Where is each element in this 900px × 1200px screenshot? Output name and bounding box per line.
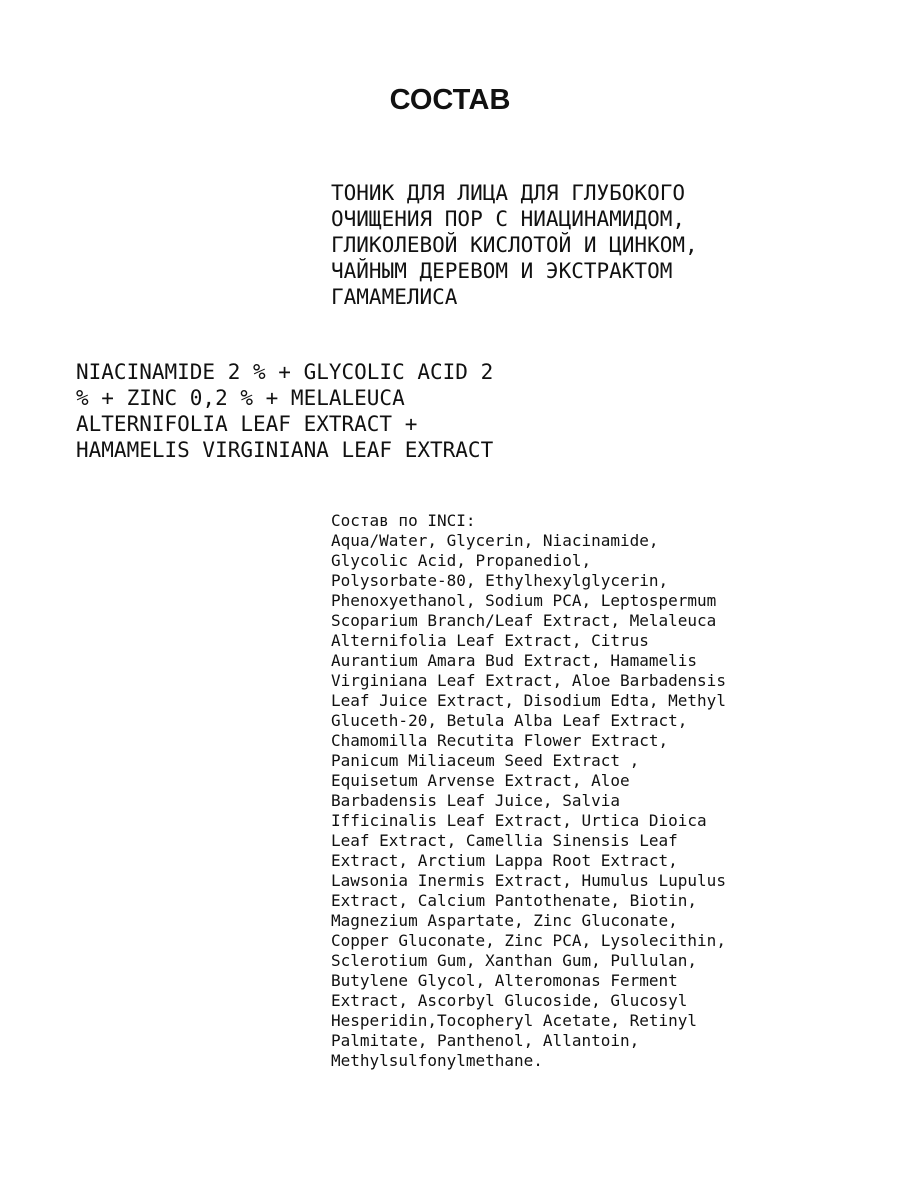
inci-line: Alternifolia Leaf Extract, Citrus: [331, 631, 649, 650]
inci-line: Magnezium Aspartate, Zinc Gluconate,: [331, 911, 678, 930]
inci-line: Polysorbate-80, Ethylhexylglycerin,: [331, 571, 669, 590]
inci-line: Phenoxyethanol, Sodium PCA, Leptospermum: [331, 591, 717, 610]
inci-line: Chamomilla Recutita Flower Extract,: [331, 731, 669, 750]
inci-line: Aqua/Water, Glycerin, Niacinamide,: [331, 531, 659, 550]
inci-line: Extract, Ascorbyl Glucoside, Glucosyl: [331, 991, 688, 1010]
inci-line: Barbadensis Leaf Juice, Salvia: [331, 791, 620, 810]
active-ingredients-formula: NIACINAMIDE 2 % + GLYCOLIC ACID 2 % + ZINC 0,2 % + MELALEUCA ALTERNIFOLIA LEAF EXTRACT + HAMAMELIS VIRGINIANA LEAF EXTRACT: [76, 360, 494, 462]
inci-line: Butylene Glycol, Alteromonas Ferment: [331, 971, 678, 990]
inci-line: Leaf Extract, Camellia Sinensis Leaf: [331, 831, 678, 850]
page-title: СОСТАВ: [389, 84, 511, 116]
inci-line: Extract, Calcium Pantothenate, Biotin,: [331, 891, 698, 910]
product-name: ТОНИК ДЛЯ ЛИЦА ДЛЯ ГЛУБОКОГО ОЧИЩЕНИЯ ПОР С НИАЦИНАМИДОМ, ГЛИКОЛЕВОЙ КИСЛОТОЙ И ЦИНКОМ, ЧАЙНЫМ ДЕРЕВОМ И ЭКСТРАКТОМ ГАМАМЕЛИСА: [331, 181, 698, 309]
inci-line: Ifficinalis Leaf Extract, Urtica Dioica: [331, 811, 707, 830]
inci-line: Scoparium Branch/Leaf Extract, Melaleuca: [331, 611, 717, 630]
inci-line: Virginiana Leaf Extract, Aloe Barbadensis: [331, 671, 726, 690]
inci-line: Lawsonia Inermis Extract, Humulus Lupulus: [331, 871, 726, 890]
inci-line: Leaf Juice Extract, Disodium Edta, Methyl: [331, 691, 726, 710]
inci-line: Palmitate, Panthenol, Allantoin,: [331, 1031, 640, 1050]
inci-line: Panicum Miliaceum Seed Extract ,: [331, 751, 640, 770]
inci-line: Gluceth-20, Betula Alba Leaf Extract,: [331, 711, 688, 730]
inci-line: Methylsulfonylmethane.: [331, 1051, 543, 1070]
inci-line: Copper Gluconate, Zinc PCA, Lysolecithin,: [331, 931, 726, 950]
inci-line: Sclerotium Gum, Xanthan Gum, Pullulan,: [331, 951, 698, 970]
inci-line: Hesperidin,Tocopheryl Acetate, Retinyl: [331, 1011, 698, 1030]
inci-ingredients-list: [331, 511, 851, 1071]
inci-heading: Состав по INCI:: [331, 511, 476, 530]
inci-line: Equisetum Arvense Extract, Aloe: [331, 771, 630, 790]
inci-line: Aurantium Amara Bud Extract, Hamamelis: [331, 651, 698, 670]
inci-line: Glycolic Acid, Propanediol,: [331, 551, 592, 570]
inci-line: Extract, Arctium Lappa Root Extract,: [331, 851, 678, 870]
